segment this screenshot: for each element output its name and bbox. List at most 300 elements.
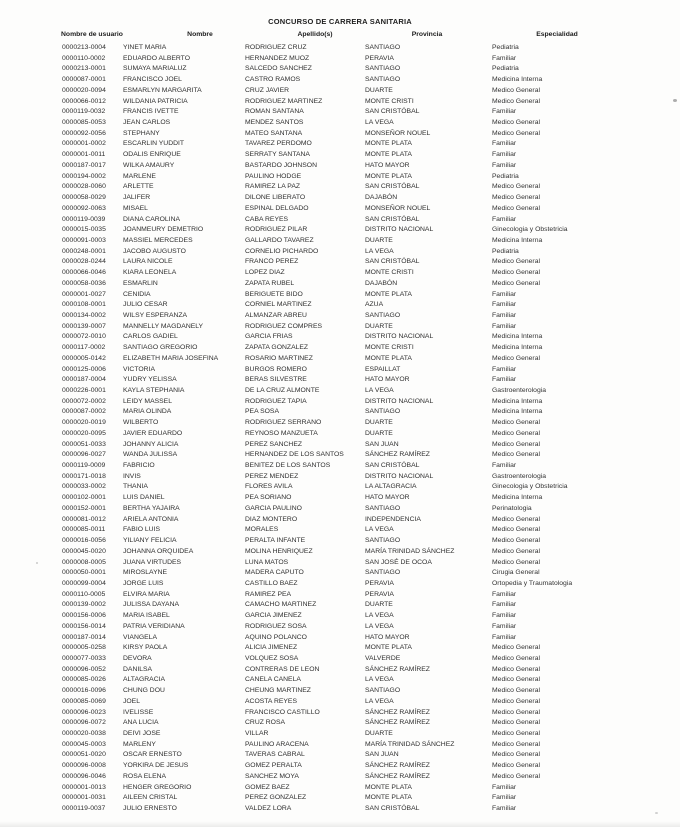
cell-provincia: LA ALTAGRACIA [365, 483, 417, 491]
cell-nombre: FABIO LUIS [123, 526, 161, 534]
scan-speck [673, 99, 677, 102]
table-row [0, 557, 680, 568]
cell-provincia: DISTRITO NACIONAL [365, 472, 434, 480]
cell-apellidos: PEREZ SANCHEZ [245, 440, 303, 448]
table-row [0, 106, 680, 117]
cell-nombre: OSCAR ERNESTO [123, 751, 182, 759]
cell-nombre: JULIO CESAR [123, 301, 168, 309]
cell-provincia: DISTRITO NACIONAL [365, 226, 434, 234]
cell-especialidad: Pediatria [492, 65, 519, 73]
table-row [0, 567, 680, 578]
cell-usuario: 0000110-0002 [62, 54, 106, 62]
cell-apellidos: RAMIREZ PEA [245, 590, 292, 598]
table-row [0, 310, 680, 321]
cell-provincia: MONTE PLATA [365, 172, 412, 180]
cell-nombre: FRANCIS IVETTE [123, 108, 179, 116]
cell-apellidos: RODRIGUEZ PILAR [245, 226, 308, 234]
cell-nombre: ELIZABETH MARIA JOSEFINA [123, 354, 219, 362]
cell-usuario: 0000051-0020 [62, 751, 106, 759]
cell-provincia: LA VEGA [365, 622, 394, 630]
table-row [0, 599, 680, 610]
cell-nombre: WILBERTO [123, 419, 159, 427]
cell-provincia: LA VEGA [365, 612, 394, 620]
cell-nombre: ESMARLIN [123, 279, 158, 287]
cell-usuario: 0000050-0001 [62, 569, 106, 577]
cell-especialidad: Medico General [492, 194, 540, 202]
cell-provincia: ESPAILLAT [365, 365, 401, 373]
table-row [0, 481, 680, 492]
cell-especialidad: Familiar [492, 140, 517, 148]
table-row [0, 428, 680, 439]
table-row [0, 406, 680, 417]
cell-nombre: VICTORIA [123, 365, 155, 373]
cell-provincia: AZUA [365, 301, 384, 309]
cell-especialidad: Medico General [492, 762, 540, 770]
cell-nombre: WILKA AMAURY [123, 161, 175, 169]
cell-usuario: 0000085-0069 [62, 697, 106, 705]
cell-especialidad: Medico General [492, 269, 540, 277]
cell-usuario: 0000045-0003 [62, 740, 106, 748]
cell-apellidos: ACOSTA REYES [245, 697, 297, 705]
cell-usuario: 0000096-0008 [62, 762, 106, 770]
table-row [0, 792, 680, 803]
cell-nombre: JEAN CARLOS [123, 119, 171, 127]
cell-especialidad: Medico General [492, 665, 540, 673]
table-row [0, 149, 680, 160]
cell-especialidad: Medico General [492, 451, 540, 459]
cell-apellidos: HERNANDEZ DE LOS SANTOS [245, 451, 344, 459]
table-row [0, 321, 680, 332]
cell-nombre: THANIA [123, 483, 148, 491]
cell-apellidos: RODRIGUEZ COMPRES [245, 322, 323, 330]
cell-especialidad: Medico General [492, 654, 540, 662]
cell-usuario: 0000008-0005 [62, 558, 106, 566]
cell-nombre: LEIDY MASSEL [123, 397, 172, 405]
cell-apellidos: CRUZ ROSA [245, 719, 286, 727]
cell-especialidad: Gastroenterologia [492, 387, 547, 394]
cell-especialidad: Familiar [492, 311, 517, 319]
cell-provincia: DISTRITO NACIONAL [365, 333, 434, 341]
cell-usuario: 0000001-0011 [62, 151, 106, 159]
cell-usuario: 0000139-0002 [62, 601, 106, 609]
table-row [0, 256, 680, 267]
cell-apellidos: MATEO SANTANA [245, 129, 303, 137]
cell-apellidos: RAMIREZ LA PAZ [245, 183, 301, 191]
table-row [0, 85, 680, 96]
cell-especialidad: Ginecologia y Obstetricia [492, 483, 568, 491]
cell-apellidos: GARCIA FRIAS [245, 333, 293, 341]
column-header-usuario: Nombre de usuario [61, 31, 123, 38]
table-row [0, 278, 680, 289]
cell-usuario: 0000187-0017 [62, 161, 106, 169]
cell-provincia: LA VEGA [365, 526, 394, 534]
cell-usuario: 0000108-0001 [62, 301, 106, 309]
table-row [0, 589, 680, 600]
cell-apellidos: GOMEZ PERALTA [245, 762, 302, 770]
cell-especialidad: Medicina Interna [492, 408, 543, 416]
cell-nombre: MARIA ISABEL [123, 612, 170, 620]
cell-nombre: JULISSA DAYANA [123, 601, 180, 609]
cell-apellidos: FRANCO PEREZ [245, 258, 299, 266]
cell-provincia: HATO MAYOR [365, 376, 410, 384]
table-row [0, 749, 680, 760]
cell-apellidos: CORNELIO PICHARDO [245, 247, 319, 255]
cell-provincia: SANTIAGO [365, 687, 401, 695]
cell-provincia: MARÍA TRINIDAD SÁNCHEZ [365, 740, 455, 748]
cell-nombre: FABRICIO [123, 462, 155, 470]
cell-nombre: ANA LUCIA [123, 719, 159, 727]
cell-provincia: MARÍA TRINIDAD SÁNCHEZ [365, 547, 455, 555]
cell-especialidad: Familiar [492, 54, 517, 62]
cell-apellidos: GARCIA PAULINO [245, 504, 302, 512]
table-row [0, 642, 680, 653]
cell-especialidad: Medico General [492, 751, 540, 759]
cell-nombre: STEPHANY [123, 129, 160, 137]
cell-provincia: DUARTE [365, 322, 393, 330]
cell-especialidad: Medico General [492, 740, 540, 748]
cell-provincia: MONTE PLATA [365, 644, 412, 652]
cell-nombre: DEIVI JOSE [123, 730, 161, 737]
scan-speck [36, 562, 38, 564]
cell-nombre: EDUARDO ALBERTO [123, 54, 190, 62]
cell-provincia: SAN JOSÉ DE OCOA [365, 558, 432, 566]
table-row [0, 42, 680, 53]
cell-especialidad: Medico General [492, 129, 540, 137]
cell-apellidos: CHEUNG MARTINEZ [245, 687, 311, 695]
table-header-row [0, 31, 680, 42]
cell-nombre: LUIS DANIEL [123, 494, 165, 502]
cell-especialidad: Medico General [492, 86, 540, 94]
cell-usuario: 0000194-0002 [62, 172, 106, 180]
table-row [0, 267, 680, 278]
cell-nombre: MISAEL [123, 204, 148, 212]
cell-nombre: LAURA NICOLE [123, 258, 173, 266]
table-row [0, 299, 680, 310]
table-row [0, 696, 680, 707]
cell-especialidad: Medico General [492, 526, 540, 534]
cell-apellidos: MENDEZ SANTOS [245, 119, 304, 127]
cell-provincia: MONTE PLATA [365, 140, 412, 148]
cell-usuario: 0000139-0007 [62, 322, 106, 330]
cell-apellidos: REYNOSO MANZUETA [245, 429, 318, 437]
cell-apellidos: BERAS SILVESTRE [245, 376, 307, 384]
cell-especialidad: Medicina Interna [492, 236, 543, 244]
cell-apellidos: ALICIA JIMENEZ [245, 644, 298, 652]
cell-apellidos: FLORES AVILA [245, 483, 293, 491]
cell-especialidad: Familiar [492, 365, 517, 373]
cell-especialidad: Medico General [492, 97, 540, 105]
cell-especialidad: Medico General [492, 258, 540, 266]
cell-apellidos: CASTILLO BAEZ [245, 579, 298, 587]
table-row [0, 760, 680, 771]
cell-usuario: 0000028-0244 [62, 258, 106, 266]
cell-especialidad: Familiar [492, 161, 517, 169]
table-row [0, 192, 680, 203]
cell-apellidos: PAULINO HODGE [245, 172, 302, 180]
table-row [0, 664, 680, 675]
cell-apellidos: BERIGUETE BIDO [245, 290, 303, 298]
cell-nombre: WANDA JULISSA [123, 451, 178, 459]
cell-apellidos: BURGOS ROMERO [245, 365, 307, 373]
cell-usuario: 0000091-0003 [62, 236, 106, 244]
cell-provincia: MONSEÑOR NOUEL [365, 129, 431, 137]
cell-provincia: SAN JUAN [365, 440, 399, 448]
table-row [0, 396, 680, 407]
table-row [0, 439, 680, 450]
cell-nombre: JORGE LUIS [123, 579, 164, 587]
cell-provincia: SANTIAGO [365, 408, 401, 416]
cell-provincia: SÁNCHEZ RAMÍREZ [365, 665, 430, 673]
table-row [0, 524, 680, 535]
cell-usuario: 0000156-0014 [62, 622, 106, 630]
cell-especialidad: Familiar [492, 783, 517, 791]
cell-usuario: 0000001-0027 [62, 290, 106, 298]
cell-usuario: 0000119-0039 [62, 215, 106, 223]
cell-provincia: PERAVIA [365, 579, 394, 587]
cell-nombre: JAVIER EDUARDO [123, 429, 183, 437]
cell-nombre: MIROSLAYNE [123, 569, 168, 577]
cell-apellidos: PEA SORIANO [245, 494, 292, 502]
cell-usuario: 0000001-0013 [62, 783, 106, 791]
cell-apellidos: BENITEZ DE LOS SANTOS [245, 462, 331, 470]
cell-apellidos: RODRIGUEZ SERRANO [245, 419, 322, 427]
cell-nombre: MARLENY [123, 740, 156, 748]
cell-provincia: SAN CRISTÓBAL [365, 258, 420, 266]
cell-provincia: MONTE PLATA [365, 794, 412, 802]
cell-provincia: MONSEÑOR NOUEL [365, 204, 431, 212]
cell-especialidad: Perinatologia [492, 504, 532, 512]
cell-especialidad: Medico General [492, 515, 540, 523]
cell-especialidad: Medicina Interna [492, 494, 543, 502]
table-row [0, 246, 680, 257]
table-row [0, 771, 680, 782]
cell-nombre: MARLENE [123, 172, 156, 180]
cell-especialidad: Familiar [492, 301, 517, 309]
cell-especialidad: Familiar [492, 633, 517, 641]
cell-provincia: LA VEGA [365, 119, 394, 127]
cell-usuario: 0000016-0056 [62, 537, 106, 545]
cell-apellidos: PAULINO ARACENA [245, 740, 309, 748]
cell-provincia: SAN CRISTÓBAL [365, 805, 420, 813]
cell-nombre: WILSY ESPERANZA [123, 311, 188, 319]
cell-especialidad: Gastroenterologia [492, 472, 547, 480]
cell-usuario: 0000087-0001 [62, 76, 106, 84]
table-row [0, 610, 680, 621]
cell-apellidos: SANCHEZ MOYA [245, 772, 299, 780]
table-row [0, 707, 680, 718]
cell-usuario: 0000020-0095 [62, 429, 106, 437]
table-row [0, 739, 680, 750]
cell-usuario: 0000092-0063 [62, 204, 106, 212]
cell-apellidos: RODRIGUEZ SOSA [245, 622, 307, 630]
cell-nombre: DIANA CAROLINA [123, 215, 181, 223]
scan-speck [655, 812, 658, 814]
cell-especialidad: Medico General [492, 119, 540, 127]
cell-nombre: PATRIA VERIDIANA [123, 622, 185, 630]
cell-provincia: SANTIAGO [365, 44, 401, 51]
cell-nombre: YILIANY FELICIA [123, 537, 177, 545]
cell-nombre: MANNELLY MAGDANELY [123, 322, 204, 330]
table-row [0, 417, 680, 428]
cell-provincia: LA VEGA [365, 697, 394, 705]
cell-provincia: SANTIAGO [365, 537, 401, 545]
cell-provincia: VALVERDE [365, 654, 401, 662]
cell-especialidad: Medicina Interna [492, 397, 543, 405]
cell-provincia: SANTIAGO [365, 504, 401, 512]
cell-usuario: 0000072-0002 [62, 397, 106, 405]
table-row [0, 717, 680, 728]
cell-especialidad: Medicina Interna [492, 76, 543, 84]
cell-usuario: 0000152-0001 [62, 504, 106, 512]
cell-usuario: 0000077-0033 [62, 654, 106, 662]
cell-provincia: DAJABÓN [365, 194, 398, 202]
cell-apellidos: CANELA CANELA [245, 676, 301, 684]
cell-apellidos: VOLQUEZ SOSA [245, 654, 299, 662]
cell-apellidos: ZAPATA GONZALEZ [245, 344, 309, 352]
cell-usuario: 0000110-0005 [62, 590, 106, 598]
cell-provincia: SÁNCHEZ RAMÍREZ [365, 772, 430, 780]
cell-provincia: MONTE PLATA [365, 354, 412, 362]
cell-usuario: 0000085-0011 [62, 526, 106, 534]
table-row [0, 63, 680, 74]
table-row [0, 331, 680, 342]
cell-nombre: KIRSY PAOLA [123, 644, 168, 652]
table-row [0, 235, 680, 246]
cell-provincia: PERAVIA [365, 54, 394, 62]
cell-nombre: ROSA ELENA [123, 772, 167, 780]
cell-apellidos: RODRIGUEZ MARTINEZ [245, 97, 323, 105]
table-row [0, 160, 680, 171]
table-row [0, 53, 680, 64]
cell-provincia: HATO MAYOR [365, 494, 410, 502]
cell-nombre: HENGER GREGORIO [123, 783, 192, 791]
cell-nombre: IVELISSE [123, 708, 154, 716]
cell-especialidad: Cirugia General [492, 569, 540, 577]
cell-apellidos: TAVAREZ PERDOMO [245, 140, 312, 148]
cell-apellidos: VILLAR [245, 730, 269, 737]
cell-usuario: 0000102-0001 [62, 494, 106, 502]
cell-apellidos: LOPEZ DIAZ [245, 269, 285, 277]
cell-usuario: 0000125-0006 [62, 365, 106, 373]
cell-especialidad: Medico General [492, 183, 540, 191]
cell-nombre: ESCARLIN YUDDIT [123, 140, 185, 148]
cell-usuario: 0000096-0027 [62, 451, 106, 459]
table-row [0, 128, 680, 139]
cell-provincia: DUARTE [365, 419, 393, 427]
cell-usuario: 0000119-0037 [62, 805, 106, 813]
cell-nombre: MARIA OLINDA [123, 408, 172, 416]
cell-nombre: CARLOS GADIEL [123, 333, 178, 341]
table-row [0, 171, 680, 182]
cell-provincia: SAN CRISTÓBAL [365, 183, 420, 191]
cell-provincia: DUARTE [365, 429, 393, 437]
cell-provincia: DISTRITO NACIONAL [365, 397, 434, 405]
cell-provincia: LA VEGA [365, 247, 394, 255]
cell-nombre: AILEEN CRISTAL [123, 794, 178, 802]
table-row [0, 74, 680, 85]
cell-usuario: 0000001-0031 [62, 794, 106, 802]
table-row [0, 181, 680, 192]
cell-especialidad: Familiar [492, 601, 517, 609]
cell-nombre: MASSIEL MERCEDES [123, 236, 193, 244]
cell-especialidad: Ortopedia y Traumatologia [492, 579, 573, 587]
cell-provincia: SAN CRISTÓBAL [365, 462, 420, 470]
cell-provincia: LA VEGA [365, 387, 394, 394]
cell-usuario: 0000058-0029 [62, 194, 106, 202]
cell-usuario: 0000171-0018 [62, 472, 106, 480]
cell-especialidad: Medico General [492, 644, 540, 652]
cell-especialidad: Medico General [492, 730, 540, 737]
cell-especialidad: Familiar [492, 805, 517, 813]
table-row [0, 224, 680, 235]
cell-provincia: SANTIAGO [365, 76, 401, 84]
cell-especialidad: Medico General [492, 419, 540, 427]
cell-nombre: CENIDIA [123, 290, 151, 298]
cell-usuario: 0000156-0006 [62, 612, 106, 620]
cell-nombre: INVIS [123, 472, 141, 480]
cell-provincia: MONTE PLATA [365, 783, 412, 791]
cell-usuario: 0000020-0038 [62, 730, 106, 737]
cell-nombre: SUMAYA MARIALUZ [123, 65, 187, 73]
cell-apellidos: MORALES [245, 526, 279, 534]
cell-usuario: 0000099-0004 [62, 579, 106, 587]
cell-apellidos: PEREZ MENDEZ [245, 472, 299, 480]
table-row [0, 621, 680, 632]
cell-especialidad: Familiar [492, 794, 517, 802]
cell-especialidad: Familiar [492, 462, 517, 470]
page-title: CONCURSO DE CARRERA SANITARIA [268, 17, 412, 26]
cell-especialidad: Medico General [492, 279, 540, 287]
cell-apellidos: ROSARIO MARTINEZ [245, 354, 313, 362]
cell-especialidad: Medico General [492, 772, 540, 780]
table-row [0, 685, 680, 696]
cell-especialidad: Familiar [492, 151, 517, 159]
table-row [0, 503, 680, 514]
cell-nombre: YUDRY YELISSA [123, 376, 177, 384]
cell-apellidos: VALDEZ LORA [245, 805, 292, 813]
cell-apellidos: DILONE LIBERATO [245, 194, 306, 202]
table-row [0, 138, 680, 149]
cell-usuario: 0000187-0014 [62, 633, 106, 641]
cell-nombre: CHUNG DOU [123, 687, 165, 695]
table-body [0, 42, 680, 814]
cell-especialidad: Medico General [492, 354, 540, 362]
cell-nombre: ELVIRA MARIA [123, 590, 170, 598]
cell-usuario: 0000033-0002 [62, 483, 106, 491]
cell-provincia: DUARTE [365, 86, 393, 94]
cell-usuario: 0000001-0002 [62, 140, 106, 148]
cell-nombre: BERTHA YAJAIRA [123, 504, 180, 512]
cell-provincia: HATO MAYOR [365, 161, 410, 169]
table-row [0, 364, 680, 375]
cell-apellidos: ROMAN SANTANA [245, 108, 304, 116]
cell-especialidad: Familiar [492, 215, 517, 223]
cell-especialidad: Medicina Interna [492, 344, 543, 352]
cell-especialidad: Familiar [492, 622, 517, 630]
cell-provincia: PERAVIA [365, 590, 394, 598]
table-row [0, 385, 680, 396]
cell-provincia: LA VEGA [365, 676, 394, 684]
cell-especialidad: Medico General [492, 204, 540, 212]
cell-provincia: SANTIAGO [365, 569, 401, 577]
cell-apellidos: TAVERAS CABRAL [245, 751, 305, 759]
cell-usuario: 0000051-0033 [62, 440, 106, 448]
cell-especialidad: Medico General [492, 537, 540, 545]
cell-usuario: 0000085-0053 [62, 119, 106, 127]
cell-especialidad: Familiar [492, 612, 517, 620]
cell-nombre: JOANMEURY DEMETRIO [123, 226, 204, 234]
cell-apellidos: ZAPATA RUBEL [245, 279, 295, 287]
